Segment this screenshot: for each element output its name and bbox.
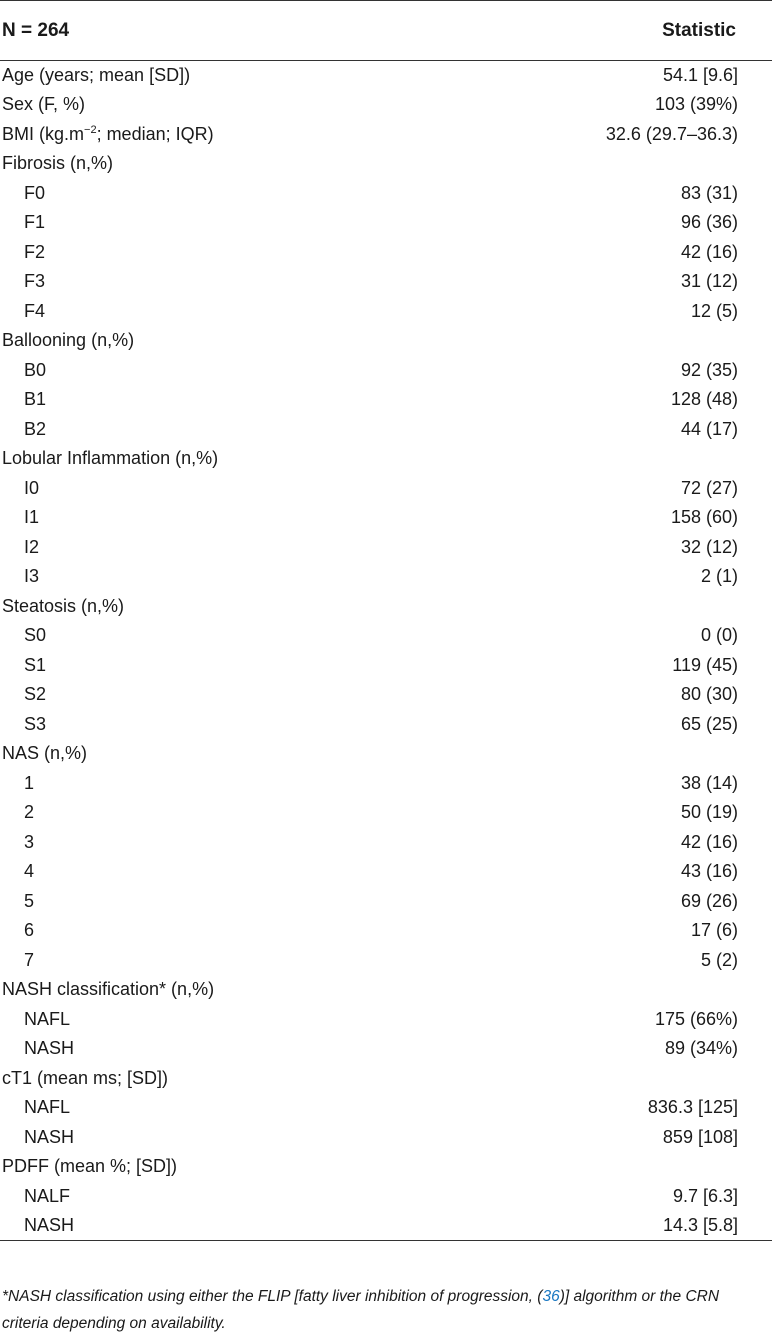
row-value: [560, 592, 772, 622]
row-label: cT1 (mean ms; [SD]): [2, 1067, 169, 1088]
row-label: 7: [24, 949, 35, 970]
row-value: 92 (35): [680, 359, 738, 380]
row-label: NAFL: [24, 1008, 71, 1029]
row-label: PDFF (mean %; [SD]): [2, 1156, 178, 1177]
row-label: 4: [24, 861, 35, 882]
row-label: S2: [24, 684, 47, 705]
row-value: 69 (26): [680, 890, 738, 911]
row-label: Steatosis (n,%): [2, 595, 125, 616]
row-label: S3: [24, 713, 47, 734]
row-value: 175 (66%): [654, 1008, 738, 1029]
table-row: [0, 621, 772, 651]
row-label: Sex (F, %): [2, 94, 86, 115]
table-row: [0, 297, 772, 327]
row-value: 44 (17): [680, 418, 738, 439]
row-value: [560, 1064, 772, 1094]
table-row: [0, 975, 772, 1005]
row-label: F4: [24, 300, 46, 321]
row-label: NAFL: [24, 1097, 71, 1118]
table-row: [0, 503, 772, 533]
row-value: 859 [108]: [662, 1126, 738, 1147]
table-row: [0, 208, 772, 238]
table-row: [0, 946, 772, 976]
row-label: NASH: [0, 1211, 560, 1241]
row-label: F2: [24, 241, 46, 262]
row-label: I1: [24, 507, 40, 528]
row-value: 96 (36): [680, 212, 738, 233]
row-value: [560, 444, 772, 474]
row-label: I3: [24, 566, 40, 587]
table-row: [0, 798, 772, 828]
row-label: F1: [24, 212, 46, 233]
table-row: [0, 120, 772, 150]
footnote-reference-link[interactable]: 36: [542, 1288, 560, 1305]
table-row: [0, 887, 772, 917]
row-value: [560, 149, 772, 179]
row-value: 65 (25): [680, 713, 738, 734]
row-value: [560, 326, 772, 356]
footnote-text-after: )] algorithm or the CRN criteria depending on availability.: [2, 1288, 720, 1332]
table-body: [0, 61, 772, 1241]
table-footnote: [2, 1283, 768, 1337]
table-row: [0, 916, 772, 946]
header-statistic: Statistic: [560, 1, 772, 61]
row-value: 89 (34%): [664, 1038, 738, 1059]
row-label: B1: [24, 389, 47, 410]
row-value: 119 (45): [672, 654, 738, 675]
table-row: [0, 1123, 772, 1153]
row-value: 128 (48): [670, 389, 738, 410]
table-row: [0, 857, 772, 887]
row-value: 54.1 [9.6]: [662, 65, 738, 85]
row-label: 5: [24, 890, 35, 911]
row-label: 1: [24, 772, 35, 793]
row-value: 0 (0): [700, 625, 738, 646]
row-label: NASH: [24, 1038, 75, 1059]
table-row: [0, 238, 772, 268]
row-value: [560, 739, 772, 769]
row-value: 83 (31): [680, 182, 738, 203]
row-label: Fibrosis (n,%): [2, 153, 114, 174]
table-row: [0, 326, 772, 356]
row-value: 32.6 (29.7–36.3): [605, 123, 738, 144]
table-row: [0, 710, 772, 740]
row-label: Ballooning (n,%): [2, 330, 135, 351]
table-row: [0, 474, 772, 504]
row-value: 836.3 [125]: [647, 1097, 738, 1118]
table-row: [0, 385, 772, 415]
row-value: 43 (16): [680, 861, 738, 882]
row-label: Age (years; mean [SD]): [2, 65, 191, 85]
table-row: [0, 1005, 772, 1035]
row-value: 12 (5): [690, 300, 738, 321]
row-label: B0: [24, 359, 47, 380]
row-value: 42 (16): [680, 241, 738, 262]
table-row: [0, 1034, 772, 1064]
table-row: [0, 562, 772, 592]
table-row: [0, 1152, 772, 1182]
row-value: 2 (1): [700, 566, 738, 587]
table-row: [0, 533, 772, 563]
row-label-text: BMI (kg.m: [2, 123, 85, 144]
row-value: 32 (12): [680, 536, 738, 557]
row-value: 14.3 [5.8]: [560, 1211, 772, 1241]
row-label: S0: [24, 625, 47, 646]
row-value: 38 (14): [680, 772, 738, 793]
row-label: S1: [24, 654, 47, 675]
row-label: F3: [24, 271, 46, 292]
row-value: 9.7 [6.3]: [672, 1185, 738, 1206]
row-value: 72 (27): [680, 477, 738, 498]
table-row: [0, 769, 772, 799]
header-sample-size: N = 264: [0, 1, 560, 61]
row-value: 158 (60): [670, 507, 738, 528]
row-label: NALF: [24, 1185, 71, 1206]
row-label: I0: [24, 477, 40, 498]
row-label-superscript: −2: [84, 123, 97, 136]
row-value: 103 (39%): [654, 94, 738, 115]
row-value: 42 (16): [680, 831, 738, 852]
table-row: [0, 267, 772, 297]
table-row: [0, 1064, 772, 1094]
table-row: [0, 90, 772, 120]
row-value: [560, 975, 772, 1005]
row-label: 2: [24, 802, 35, 823]
row-value: [560, 1152, 772, 1182]
table-row: [0, 1093, 772, 1123]
table-row: [0, 149, 772, 179]
row-value: 31 (12): [680, 271, 738, 292]
table-row: [0, 61, 772, 91]
table-row: [0, 1182, 772, 1212]
table-header-row: [0, 1, 772, 61]
table-row: [0, 356, 772, 386]
row-value: 80 (30): [680, 684, 738, 705]
row-value: 17 (6): [690, 920, 738, 941]
row-label: Lobular Inflammation (n,%): [2, 448, 219, 469]
table-row: [0, 651, 772, 681]
row-label: NASH: [24, 1126, 75, 1147]
table-row: [0, 739, 772, 769]
row-label: [0, 120, 560, 150]
row-value: 50 (19): [680, 802, 738, 823]
table-row: [0, 828, 772, 858]
table-row: [0, 179, 772, 209]
row-label: I2: [24, 536, 40, 557]
row-label: NAS (n,%): [2, 743, 88, 764]
table-row: [0, 1211, 772, 1241]
row-label: B2: [24, 418, 47, 439]
row-label: 3: [24, 831, 35, 852]
table-row: [0, 592, 772, 622]
row-label: NASH classification* (n,%): [2, 979, 215, 1000]
table-row: [0, 444, 772, 474]
footnote-text-before: *NASH classification using either the FLIP [fatty liver inhibition of progression, (: [2, 1288, 543, 1305]
row-label: 6: [24, 920, 35, 941]
table-row: [0, 680, 772, 710]
row-value: 5 (2): [700, 949, 738, 970]
row-label: F0: [24, 182, 46, 203]
row-label-text: ; median; IQR): [96, 123, 214, 144]
table-row: [0, 415, 772, 445]
